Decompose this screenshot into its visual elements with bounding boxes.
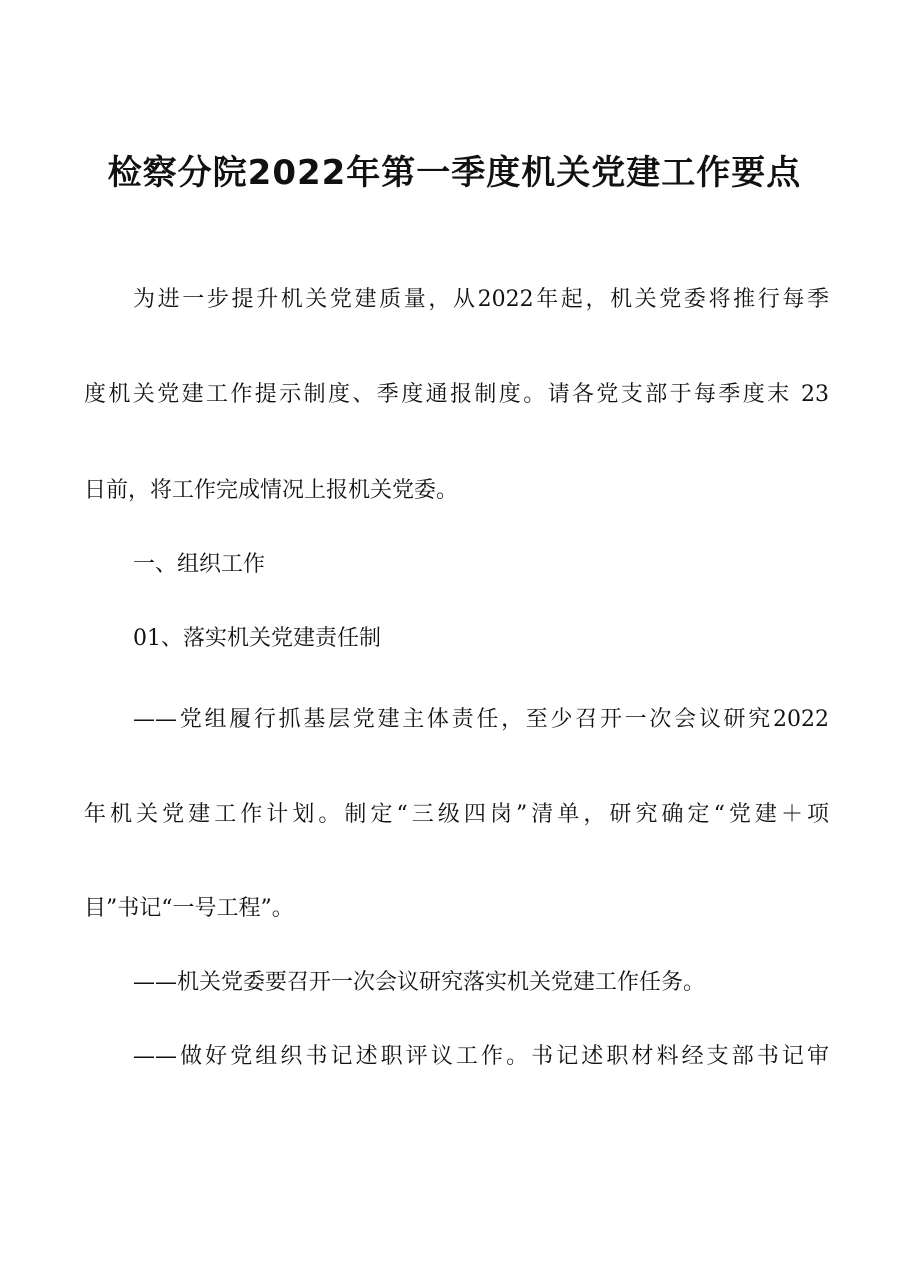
subsection-heading: 01、落实机关党建责任制 [133,626,381,651]
paragraph-line: 日前，将工作完成情况上报机关党委。 [84,478,459,503]
document-title: 检察分院2022年第一季度机关党建工作要点 [107,153,802,193]
paragraph-line: ——党组履行抓基层党建主体责任，至少召开一次会议研究2022 [133,707,829,732]
section-heading: 一、组织工作 [133,552,266,577]
paragraph-line: 度机关党建工作提示制度、季度通报制度。请各党支部于每季度末 23 [84,382,829,407]
paragraph-line: 年机关党建工作计划。制定“三级四岗”清单，研究确定“党建＋项 [84,802,829,827]
paragraph-line: 为进一步提升机关党建质量，从2022年起，机关党委将推行每季 [133,287,829,312]
paragraph-line: ——机关党委要召开一次会议研究落实机关党建工作任务。 [133,970,706,995]
paragraph-line: 目”书记“一号工程”。 [84,896,294,921]
paragraph-line: ——做好党组织书记述职评议工作。书记述职材料经支部书记审 [133,1044,829,1069]
